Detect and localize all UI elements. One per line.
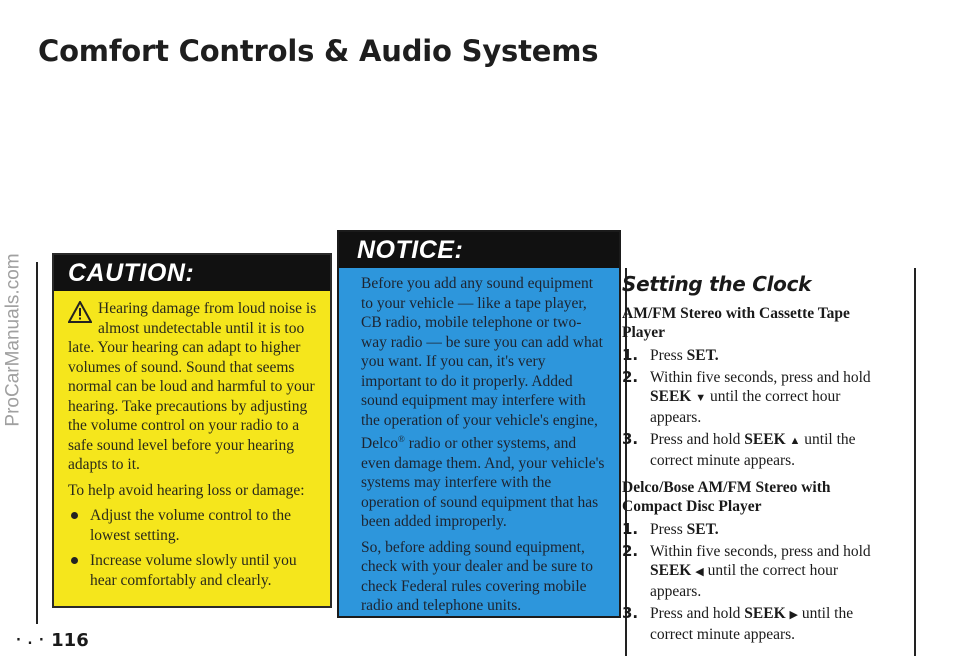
list-item: 1. Press SET. xyxy=(622,520,719,538)
right-arrow-icon: ▶ xyxy=(789,609,798,621)
section-title: Setting the Clock xyxy=(622,272,812,296)
notice-box xyxy=(337,230,621,618)
list-item: 3. Press and hold SEEK ▶ until the correct minute appears. xyxy=(622,604,854,643)
caution-header: CAUTION: xyxy=(54,255,330,291)
list-item: 3. Press and hold SEEK ▲ until the correct minute appears. xyxy=(622,430,856,469)
warning-triangle-icon xyxy=(68,301,92,323)
notice-header: NOTICE: xyxy=(339,232,619,268)
list-item: 1. Press SET. xyxy=(622,346,719,364)
caution-intro: To help avoid hearing loss or damage: xyxy=(68,481,305,499)
notice-text-part2: radio or other systems, and even damage them. And, your vehicle's systems may interfere with the operation of sound equipment that has been added improperly. xyxy=(361,435,605,531)
list-item: 2. Within five seconds, press and hold SEEK ◀ until the correct hour appears. xyxy=(622,542,871,600)
page-number-value: 116 xyxy=(51,630,89,651)
caution-paragraph xyxy=(68,299,322,475)
notice-paragraph-2: So, before adding sound equipment, check with your dealer and be sure to check Federal rules covering mobile radio and telephone units. xyxy=(361,538,593,615)
down-arrow-icon: ▼ xyxy=(695,392,707,404)
cd-subheading: Delco/Bose AM/FM Stereo with Compact Disc Player xyxy=(622,479,831,515)
list-item: Increase volume slowly until you hear comfortably and clearly. xyxy=(68,551,322,590)
list-item: Adjust the volume control to the lowest setting. xyxy=(68,506,322,545)
page-number-dots: · . · xyxy=(16,633,45,648)
column-divider-left xyxy=(36,262,38,624)
notice-body xyxy=(339,268,619,616)
list-item: 2. Within five seconds, press and hold SEEK ▼ until the correct hour appears. xyxy=(622,368,871,426)
page-title: Comfort Controls & Audio Systems xyxy=(38,34,599,68)
caution-box xyxy=(52,253,332,608)
caution-body xyxy=(54,291,330,590)
setting-clock-section xyxy=(622,272,890,652)
left-arrow-icon: ◀ xyxy=(695,566,704,578)
up-arrow-icon: ▲ xyxy=(789,435,801,447)
page-number xyxy=(16,630,89,651)
column-divider-right xyxy=(914,268,916,656)
caution-bullets xyxy=(68,506,322,590)
watermark xyxy=(2,20,26,660)
cd-steps xyxy=(622,520,890,644)
cassette-subheading: AM/FM Stereo with Cassette Tape Player xyxy=(622,305,850,341)
registered-mark: ® xyxy=(398,434,405,444)
cassette-steps xyxy=(622,346,890,470)
caution-text: Hearing damage from loud noise is almost undetectable until it is too late. Your hearing can adapt to higher volumes of sound. Sound that seems normal can be loud and harmful to your hearing. Take precautions by adjusting the volume control on your radio to a safe sound level before your hearing adapts to it. xyxy=(68,300,317,473)
notice-text-part1: Before you add any sound equipment to your vehicle — like a tape player, CB radio, mobile telephone or two-way radio — be sure you can add what you want. If you can, it's very important to do it properly. Added sound equipment may interfere with the operation of your vehicle's engine, Delco xyxy=(361,275,603,453)
notice-paragraph xyxy=(361,274,607,532)
watermark-text: ProCarManuals.com xyxy=(3,253,25,427)
